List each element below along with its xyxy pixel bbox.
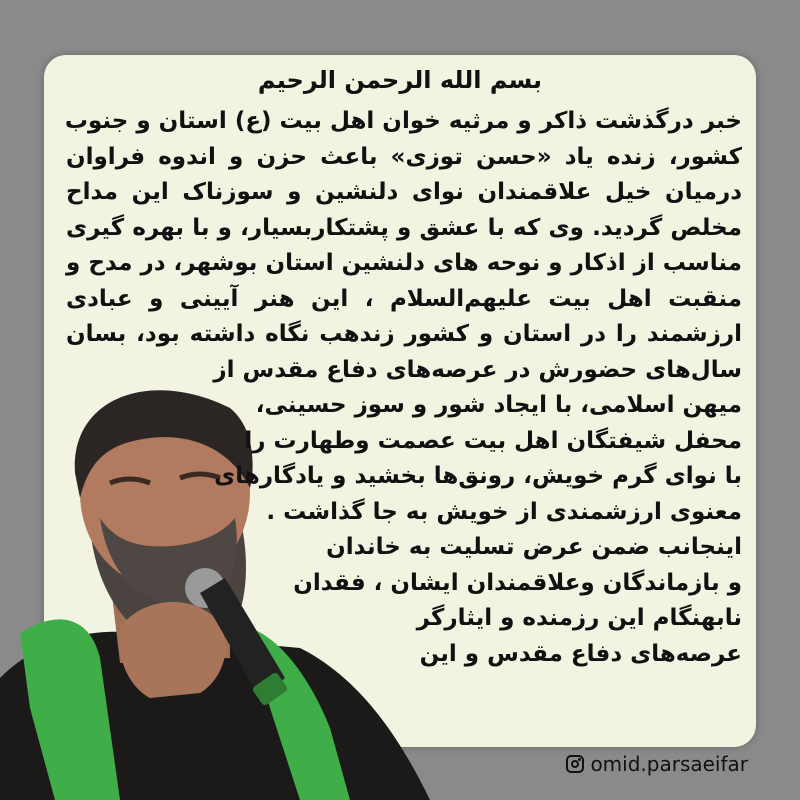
body-line: مناسب از اذکار و نوحه های دلنشین استان بوشهر، در مدح و xyxy=(66,250,742,276)
body-line: با نوای گرم خویش، رونق‌ها بخشید و یادگارهای xyxy=(214,463,742,489)
post-title: بسم الله الرحمن الرحیم xyxy=(257,66,543,94)
body-line: سال‌های حضورش در عرصه‌های دفاع مقدس از xyxy=(213,356,742,383)
body-line: عرصه‌های دفاع مقدس و این xyxy=(419,640,742,667)
body-line: و بازماندگان وعلاقمندان ایشان ، فقدان xyxy=(293,569,742,596)
instagram-icon xyxy=(566,755,584,773)
body-line: منقبت اهل بیت علیهم‌السلام ، این هنر آیینی و عبادی xyxy=(66,285,742,312)
body-line: نابهنگام این رزمنده و ایثارگر xyxy=(416,605,742,631)
post-body xyxy=(66,104,742,672)
body-line: محفل شیفتگان اهل بیت عصمت وطهارت را xyxy=(244,427,742,454)
body-line: معنوی ارزشمندی از خویش به جا گذاشت . xyxy=(266,498,742,525)
handle-text: omid.parsaeifar xyxy=(590,752,748,776)
body-line: کشور، زنده یاد «حسن توزی» باعث حزن و اندوه فراوان xyxy=(66,143,742,170)
body-line: میهن اسلامی، با ایجاد شور و سوز حسینی، xyxy=(255,392,742,418)
body-line: خبر درگذشت ذاکر و مرثیه خوان اهل بیت (ع) استان و جنوب xyxy=(64,108,742,134)
body-line: ارزشمند را در استان و کشور زندهب نگاه داشته بود، بسان xyxy=(66,321,742,347)
body-line: اینجانب ضمن عرض تسلیت به خاندان xyxy=(326,534,742,560)
instagram-handle[interactable] xyxy=(566,752,748,776)
body-line: مخلص گردید. وی که با عشق و پشتکاربسیار، و با بهره گیری xyxy=(66,214,742,241)
body-line: درمیان خیل علاقمندان نوای دلنشین و سوزناک این مداح xyxy=(66,179,742,205)
